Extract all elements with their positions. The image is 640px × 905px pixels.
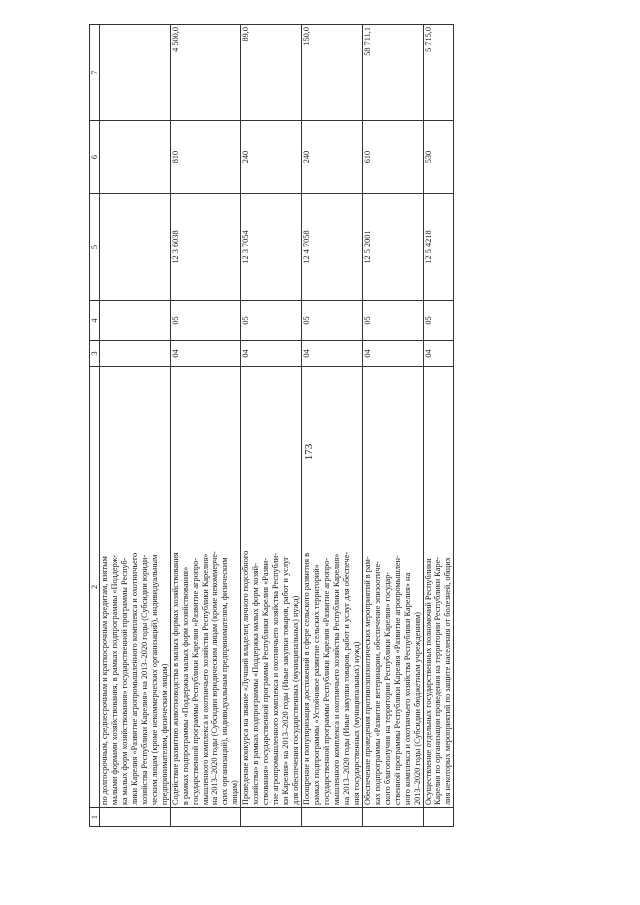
description-line: ного комплекса и охотничьего хозяйства Республики Карелия» на	[402, 572, 412, 805]
description-line: мышленного комплекса и охотничьего хозяйства Республики Карелия»	[331, 553, 341, 805]
description-line: Обеспечение проведения противоэпизоотических мероприятий в рам-	[362, 556, 372, 805]
cell-amount: 89,0	[241, 25, 302, 121]
cell-section	[100, 341, 171, 367]
header-col-2: 2	[90, 367, 100, 808]
cell-description	[100, 367, 171, 808]
page-number-text: 173	[303, 443, 315, 461]
description-line: Проведение конкурса на звание «Лучший владелец личного подсобного	[241, 550, 251, 805]
description-line: Содействие развитию животноводства в малых формах хозяйствования	[170, 552, 180, 805]
description-line: хозяйства» в рамках подпрограммы «Поддержка малых форм хозяй-	[251, 563, 261, 805]
cell-subsection	[100, 301, 171, 341]
cell-target-article: 12 4 7058	[302, 194, 363, 301]
cell-col-1	[362, 808, 423, 827]
header-col-1: 1	[90, 808, 100, 827]
cell-target-article	[100, 194, 171, 301]
cell-col-1	[100, 808, 171, 827]
description-line: лия некоторых мероприятий по защите населения от болезней, общих	[443, 557, 453, 805]
table-row	[302, 25, 363, 827]
description-line: предпринимателям, физическим лицам)	[159, 663, 169, 805]
cell-expense-type: 240	[241, 121, 302, 194]
description-line: лики Карелия «Развитие агропромышленного комплекса и охотничьего	[129, 552, 139, 805]
cell-col-1	[423, 808, 454, 827]
cell-description	[362, 367, 423, 808]
description-line: Поощрение и популяризация достижений в сфере сельского развития в	[302, 552, 312, 805]
cell-expense-type: 530	[423, 121, 454, 194]
description-line: Осуществление отдельных государственных полномочий Республики	[423, 558, 433, 805]
header-col-5: 5	[90, 194, 100, 301]
header-col-3: 3	[90, 341, 100, 367]
header-col-4: 4	[90, 301, 100, 341]
cell-amount: 58 711,1	[362, 25, 423, 121]
cell-target-article: 12 3 7054	[241, 194, 302, 301]
description-line: ка малых форм хозяйствования» государственной программы Респуб-	[119, 557, 129, 805]
cell-description	[302, 367, 363, 808]
cell-col-1	[170, 808, 241, 827]
description-line: рамках подпрограммы «Устойчивое развитие сельских территорий»	[312, 564, 322, 805]
cell-subsection: 05	[302, 301, 363, 341]
description-line: 2013–2020 годы (Субсидии бюджетным учреждениям)	[412, 611, 422, 805]
cell-subsection: 05	[170, 301, 241, 341]
description-line: на 2013–2020 годы (Субсидии юридическим лицам (кроме некоммерче-	[210, 551, 220, 805]
cell-expense-type: 810	[170, 121, 241, 194]
cell-description	[423, 367, 454, 808]
description-line: ского благополучия на территории Республики Карелия» государ-	[382, 571, 392, 805]
description-line: малыми формами хозяйствования, в рамках подпрограммы «Поддерж-	[109, 554, 119, 805]
cell-expense-type: 240	[302, 121, 363, 194]
table-header-row	[90, 25, 100, 827]
description-line: ческим лицам (кроме некоммерческих организаций), индивидуальным	[149, 554, 159, 805]
description-line: ственной программы Республики Карелия «Развитие агропромышлен-	[392, 555, 402, 805]
budget-table-container	[89, 27, 575, 827]
table-row	[241, 25, 302, 827]
cell-col-1	[302, 808, 363, 827]
cell-target-article: 12 5 4218	[423, 194, 454, 301]
cell-target-article: 12 5 2001	[362, 194, 423, 301]
description-line: ских организаций), индивидуальным предпринимателям, физическим	[220, 557, 230, 805]
description-line: на 2013–2020 годы (Иные закупки товаров, работ и услуг для обеспече-	[341, 551, 351, 805]
cell-expense-type	[100, 121, 171, 194]
header-col-7: 7	[90, 25, 100, 121]
cell-amount: 150,0	[302, 25, 363, 121]
cell-expense-type: 610	[362, 121, 423, 194]
description-line: в рамках подпрограммы «Поддержка малых форм хозяйствования»	[180, 566, 190, 805]
description-line: по долгосрочным, среднесрочным и краткосрочным кредитам, взятым	[100, 556, 109, 805]
cell-subsection: 05	[362, 301, 423, 341]
description-line: для обеспечения государственных (муниципальных) нужд)	[291, 595, 301, 805]
cell-section: 04	[302, 341, 363, 367]
description-line: хозяйства Республики Карелия» на 2013–2020 годы (Субсидии юриди-	[139, 554, 149, 805]
cell-amount: 5 715,0	[423, 25, 454, 121]
table-row	[100, 25, 171, 827]
description-line: ния государственных (муниципальных) нужд)	[351, 641, 361, 805]
cell-section: 04	[423, 341, 454, 367]
description-line: ствования» государственной программы Республики Карелия «Разви-	[261, 557, 271, 805]
cell-description	[241, 367, 302, 808]
cell-description	[170, 367, 241, 808]
description-line: государственной программы Республики Карелия «Развитие агропро-	[190, 557, 200, 805]
cell-col-1	[241, 808, 302, 827]
description-line: ках подпрограммы «Развитие ветеринарии, обеспечение эпизоотиче-	[372, 561, 382, 805]
description-line: Карелия по организации проведения на территории Республики Каре-	[433, 557, 443, 805]
cell-subsection: 05	[241, 301, 302, 341]
header-col-6: 6	[90, 121, 100, 194]
cell-amount: 4 500,0	[170, 25, 241, 121]
description-line: государственной программы Республики Карелия «Развитие агропро-	[321, 557, 331, 805]
description-line: тие агропромышленного комплекса и охотничьего хозяйства Республи-	[271, 553, 281, 805]
budget-table	[89, 24, 454, 827]
cell-section: 04	[170, 341, 241, 367]
cell-amount	[100, 25, 171, 121]
description-line: мышленного комплекса и охотничьего хозяйства Республики Карелия»	[200, 553, 210, 805]
cell-section: 04	[241, 341, 302, 367]
table-row	[170, 25, 241, 827]
description-line: ки Карелия» на 2013–2020 годы (Иные закупки товаров, работ и услуг	[281, 556, 291, 805]
description-line: лицам)	[230, 780, 240, 805]
cell-section: 04	[362, 341, 423, 367]
table-row	[423, 25, 454, 827]
table-row	[362, 25, 423, 827]
cell-target-article: 12 3 6038	[170, 194, 241, 301]
cell-subsection: 05	[423, 301, 454, 341]
